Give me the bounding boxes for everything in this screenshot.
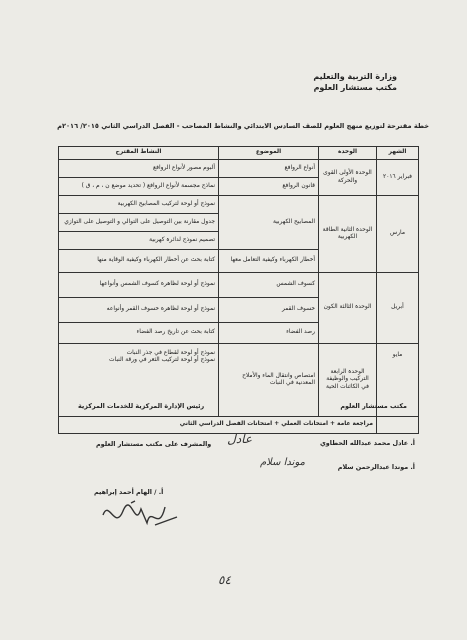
curriculum-table — [58, 146, 419, 434]
header-month: الشهر — [377, 147, 419, 160]
unit-cell: الوحدة الثانية الطاقة الكهربية — [319, 196, 377, 273]
table-row — [59, 273, 419, 298]
signer-name-1: أ. عادل محمد عبدالله الحطاوي — [319, 439, 415, 447]
activity-cell: كتابة بحث عن أخطار الكهرباء وكيفية الوقاية منها — [59, 250, 219, 273]
ministry-name: وزارة التربية والتعليم — [313, 72, 397, 81]
activity-cell: نماذج مجسمة لأنواع الروافع ( تحديد موضع ن ، م ، ق ) — [59, 178, 219, 196]
topic-cell: خسوف القمر — [219, 298, 319, 323]
activity-line: نموذج أو لوحة لتركيب الثغر في ورقة النبات — [109, 357, 215, 364]
activity-cell: نموذج أو لوحة لظاهرة خسوف القمر وأنواعه — [59, 298, 219, 323]
activity-cell: جدول مقارنة بين التوصيل على التوالي و التوصيل على التوازي — [59, 214, 219, 232]
table-row — [59, 196, 419, 214]
header-activity: النشاط المقترح — [59, 147, 219, 160]
unit-cell: الوحدة الرابعة التركيب والوظيفة في الكائنات الحية — [319, 344, 377, 417]
topic-cell: رصد الفضاء — [219, 323, 319, 344]
header-topic: الموضوع — [219, 147, 319, 160]
topic-cell: أخطار الكهرباء وكيفية التعامل معها — [219, 250, 319, 273]
table-row — [59, 417, 419, 434]
header-unit: الوحدة — [319, 147, 377, 160]
month-cell: مارس — [377, 196, 419, 273]
topic-cell: امتصاص وانتقال الماء والأملاح المعدنية في النبات — [219, 344, 319, 417]
signer-name-2: أ. موندا عبدالرحمن سلام — [337, 463, 415, 471]
table-row — [59, 160, 419, 178]
month-cell: مايو — [377, 344, 419, 417]
table-header-row — [59, 147, 419, 160]
handwritten-signature-1: عادل — [227, 432, 252, 446]
unit-cell: الوحدة الثالثة الكون — [319, 273, 377, 344]
handwritten-signature-2: موندا سلام — [259, 457, 305, 468]
activity-cell: نموذج أو لوحة لتركيب المصابيح الكهربية — [59, 196, 219, 214]
topic-cell: المصابيح الكهربية — [219, 196, 319, 250]
review-row: مراجعة عامة + امتحانات العملي + امتحانات الفصل الدراسي الثاني — [59, 417, 377, 434]
office-name: مكتب مستشار العلوم — [313, 83, 397, 92]
activity-line: نموذج أو لوحة لقطاع في جذر النبات — [126, 350, 215, 356]
unit-cell: الوحدة الأولى القوى والحركة — [319, 160, 377, 196]
topic-cell: أنواع الروافع — [219, 160, 319, 178]
month-cell: فبراير ٢٠١٦ — [377, 160, 419, 196]
page-number: ٥٤ — [218, 573, 231, 587]
supervisor-title: والمشرف على مكتب مستشار العلوم — [96, 440, 212, 448]
topic-cell: قانون الروافع — [219, 178, 319, 196]
advisor-office-title: مكتب مستشار العلوم — [340, 402, 407, 410]
topic-cell: كسوف الشمس — [219, 273, 319, 298]
supervisor-signature-scribble — [95, 493, 185, 543]
month-cell: أبريل — [377, 273, 419, 344]
supervisor-name: أ. / الهام أحمد إبراهيم — [94, 488, 164, 496]
document-title: خطة مقترحة لتوزيع منهج العلوم للصف السادس الابتدائي والنشاط المصاحب - الفصل الدراسي الثاني ٢٠١٥/ ٢٠١٦م — [57, 122, 429, 130]
activity-cell: ألبوم مصور لأنواع الروافع — [59, 160, 219, 178]
central-admin-title: رئيس الإدارة المركزية للخدمات المركزية — [78, 402, 205, 410]
activity-cell: نموذج أو لوحة لظاهرة كسوف الشمس وأنواعها — [59, 273, 219, 298]
activity-cell: كتابة بحث عن تاريخ رصد الفضاء — [59, 323, 219, 344]
activity-cell: تصميم نموذج لدائرة كهربية — [59, 232, 219, 250]
